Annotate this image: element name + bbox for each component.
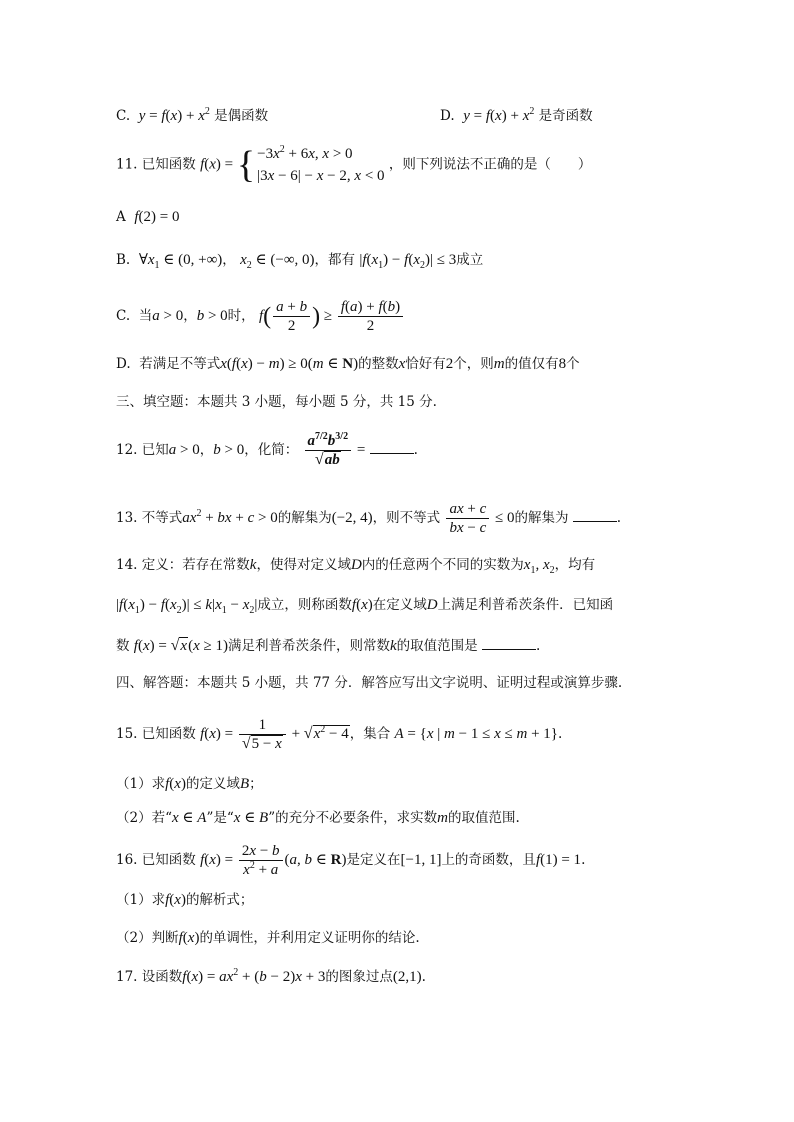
answer-blank[interactable] [482,637,536,650]
q16-part-2: （2）判断f(x)的单调性，并利用定义证明你的结论. [116,930,420,946]
q14-line-3: 数 f(x) = √x(x ≥ 1)满足利普希茨条件，则常数k的取值范围是 . [116,637,541,654]
formula: $y = f(x) + x^2$ [463,106,535,124]
formula: $y = f(x) + x^2$ [138,106,210,124]
formula: $\forall x_1$ ∈ (0, +∞) [138,252,223,271]
q15-stem: 15. 已知函数 f(x) = $\frac{1}{√5 - x}$ + $√x^2 - 4$，集合 A = {x | m − 1 ≤ x ≤ m + 1}. [116,717,563,752]
formula: f(x) = $\frac{1}{√5 - x}$ + $√x^2 - 4$ [200,717,349,752]
q15-part-2: （2）若“x ∈ A”是“x ∈ B”的充分不必要条件，求实数m的取值范围. [116,810,520,826]
formula: $|f(x_1) - f(x_2)| \le k|x_1 - x_2|$ [116,597,258,616]
formula: f(x) = √x(x ≥ 1) [133,637,228,654]
q14-line-2: $|f(x_1) - f(x_2)| \le k|x_1 - x_2|$成立，则称函数f(x)在定义域D上满足利普希茨条件．已知函 [116,597,614,616]
formula: A = {x | m − 1 ≤ x ≤ m + 1} [394,725,558,742]
formula: $ax^2$ + bx + c > 0 [182,507,278,526]
q11-option-b: B. $\forall x_1$ ∈ (0, +∞)， $x_2$ ∈ (−∞, 0)，都有 $|f(x_1) - f(x_2)| \le 3$成立 [116,252,484,271]
q11-option-a: A f(2) = 0 [116,209,180,225]
q16-stem: 16. 已知函数 f(x) = $\frac{2x - b}{x^2 + a}$ (a, b ∈ R)是定义在[−1, 1]上的奇函数，且f(1) = 1. [116,843,586,878]
q13: 13. 不等式$ax^2$ + bx + c > 0的解集为(−2, 4)，则不等式 $\frac{ax + c}{bx - c}$ ≤ 0的解集为 . [116,501,622,536]
formula: $f(x) = ax^2 + (b - 2)x + 3$ [182,967,326,985]
q15-part-1: （1）求f(x)的定义域B； [116,776,263,792]
formula: $\frac{ax + c}{bx - c}$ ≤ 0 [444,510,514,526]
formula: x(f(x) − m) ≥ 0(m ∈ N) [220,356,359,372]
formula: $x_2$ ∈ (−∞, 0) [240,252,315,271]
q11-option-d: D. 若满足不等式x(f(x) − m) ≥ 0(m ∈ N)的整数x恰好有2个，则m的值仅有8个 [116,356,580,372]
q16-part-1: （1）求f(x)的解析式； [116,892,254,908]
q10-option-c: C. $y = f(x) + x^2$ 是偶函数 [116,106,269,124]
formula: f(2) = 0 [134,209,180,225]
q12: 12. 已知a > 0，b > 0，化简： $\frac{a^{7/2}b^{3/2}}{√ab}$ = . [116,431,418,468]
q11-option-c: C. 当a > 0，b > 0时， f( $\frac{a + b}{2}$ ) ≥ $\frac{f(a) + f(b)}{2}$ [116,298,405,335]
section-heading-solution: 四、解答题：本题共 5 小题，共 77 分．解答应写出文字说明、证明过程或演算步骤. [116,675,623,691]
formula: f(x) = $\frac{2x - b}{x^2 + a}$ (a, b ∈ R) [200,843,347,878]
answer-blank[interactable] [370,441,414,454]
formula: $\frac{a^{7/2}b^{3/2}}{√ab}$ = [303,442,366,458]
q17-stem: 17. 设函数$f(x) = ax^2 + (b - 2)x + 3$的图象过点(2,1). [116,967,426,985]
formula: $|f(x_1) - f(x_2)| \le 3$ [359,252,457,271]
section-heading-fill-in: 三、填空题：本题共 3 小题，每小题 5 分，共 15 分. [116,394,437,410]
answer-blank[interactable] [573,509,617,522]
q14-line-1: 14. 定义：若存在常数k，使得对定义域D内的任意两个不同的实数为$x_1$, $x_2$，均有 [116,557,596,576]
formula: f( $\frac{a + b}{2}$ ) ≥ $\frac{f(a) + f(b)}{2}$ [259,308,405,324]
formula-piecewise: f(x) = { $-3x^2 + 6x$, x > 0 |3x − 6| − x − 2, x < 0 [200,144,385,186]
q10-option-d: D. $y = f(x) + x^2$ 是奇函数 [440,106,593,124]
q11-stem: 11. 已知函数 f(x) = { $-3x^2 + 6x$, x > 0 |3x − 6| − x − 2, x < 0 ，则下列说法不正确的是（ ） [116,144,592,186]
